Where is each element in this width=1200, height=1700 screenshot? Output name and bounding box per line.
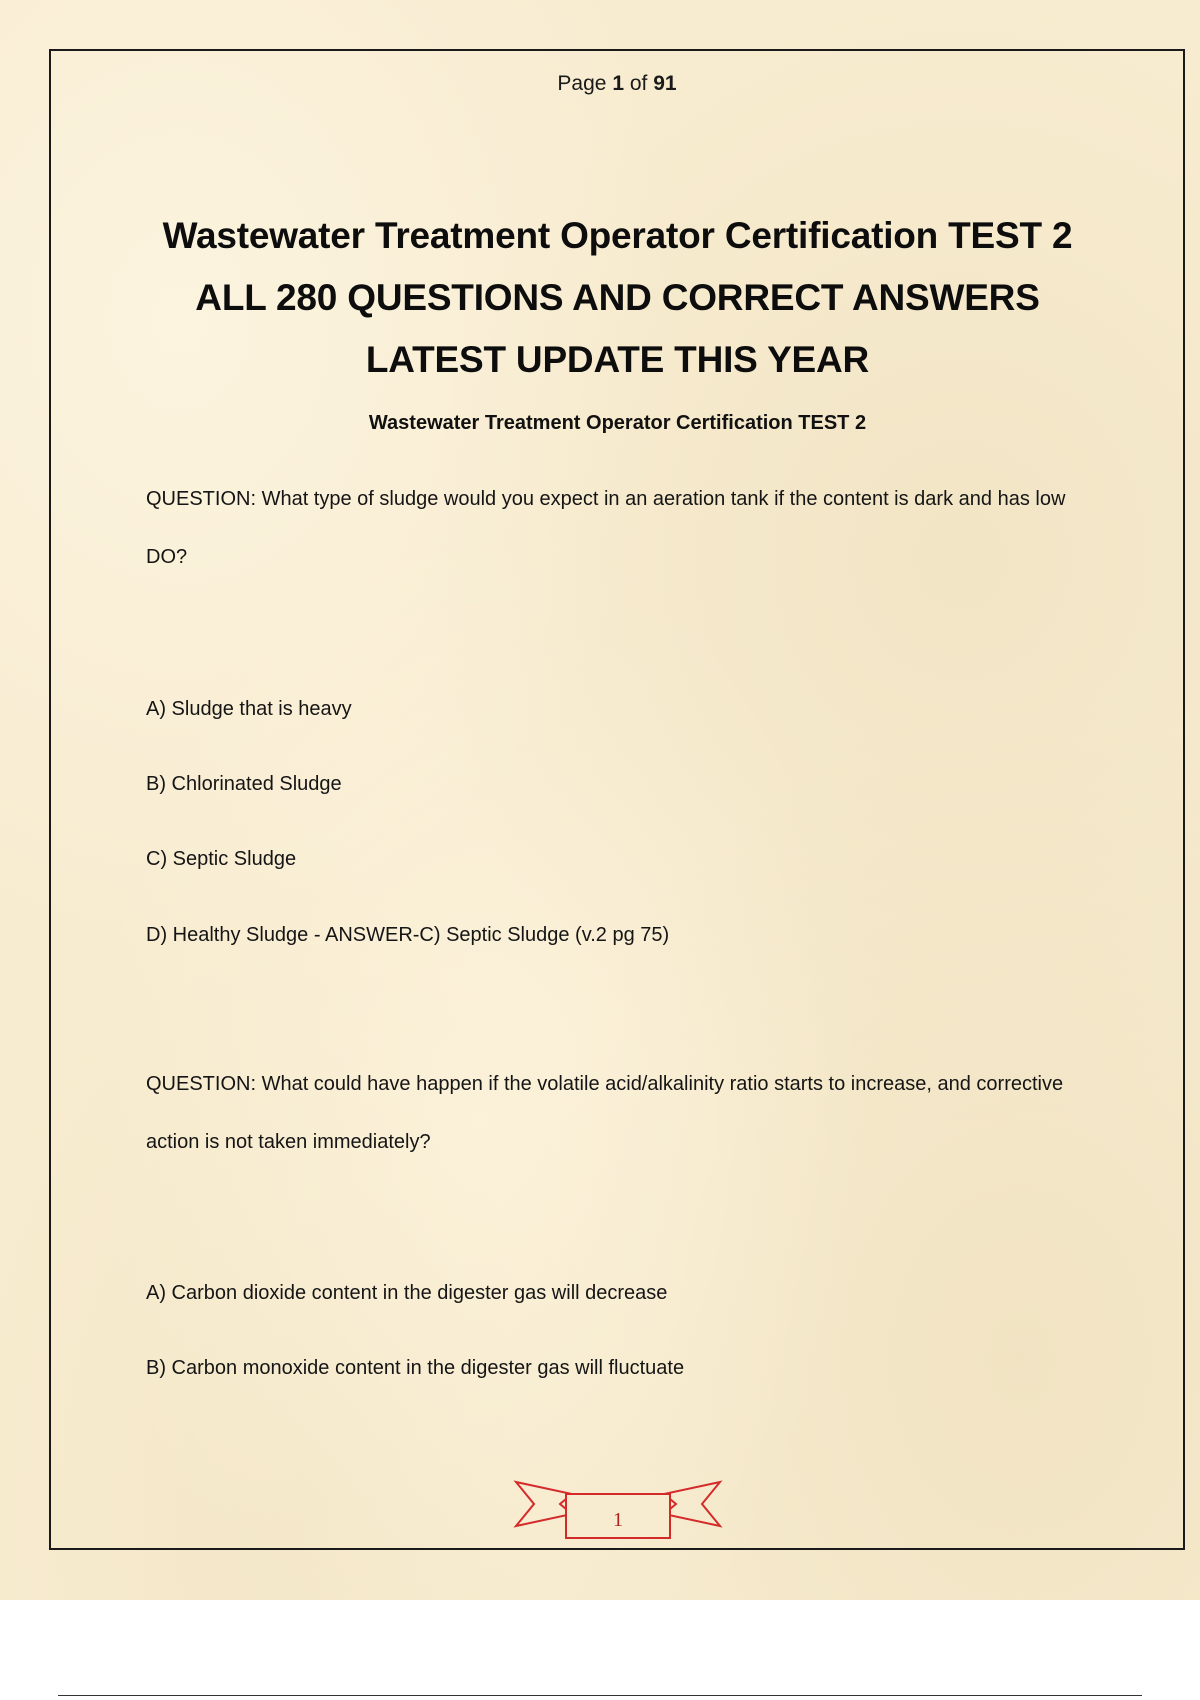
page-of-label: of xyxy=(629,72,648,95)
footer-page-number: 1 xyxy=(613,1509,623,1531)
bottom-divider xyxy=(58,1695,1142,1696)
total-pages: 91 xyxy=(653,72,677,95)
question-2-option-a: A) Carbon dioxide content in the digester gas will decrease xyxy=(146,1282,668,1304)
document-title: Wastewater Treatment Operator Certification TEST 2 ALL 280 QUESTIONS AND CORRECT ANSWERS LATEST UPDATE THIS YEAR xyxy=(162,215,1073,380)
page-label: Page xyxy=(557,72,607,95)
question-1-option-b: B) Chlorinated Sludge xyxy=(146,773,342,795)
document-subtitle: Wastewater Treatment Operator Certification TEST 2 xyxy=(368,412,867,434)
page-header xyxy=(0,72,1200,96)
question-1-option-d: D) Healthy Sludge - ANSWER-C) Septic Sludge (v.2 pg 75) xyxy=(146,924,670,946)
page-number-ribbon xyxy=(512,1478,724,1542)
question-1-option-c: C) Septic Sludge xyxy=(146,848,297,870)
ribbon-right-tail xyxy=(664,1482,720,1526)
question-2-text: QUESTION: What could have happen if the volatile acid/alkalinity ratio starts to increase, and corrective action is not taken immediately? xyxy=(146,1073,1064,1153)
ribbon-left-tail xyxy=(516,1482,572,1526)
question-1-text: QUESTION: What type of sludge would you expect in an aeration tank if the content is dark and has low DO? xyxy=(146,488,1066,568)
current-page: 1 xyxy=(612,72,624,95)
question-2-option-b: B) Carbon monoxide content in the digester gas will fluctuate xyxy=(146,1357,685,1379)
question-1-option-a: A) Sludge that is heavy xyxy=(146,698,352,720)
